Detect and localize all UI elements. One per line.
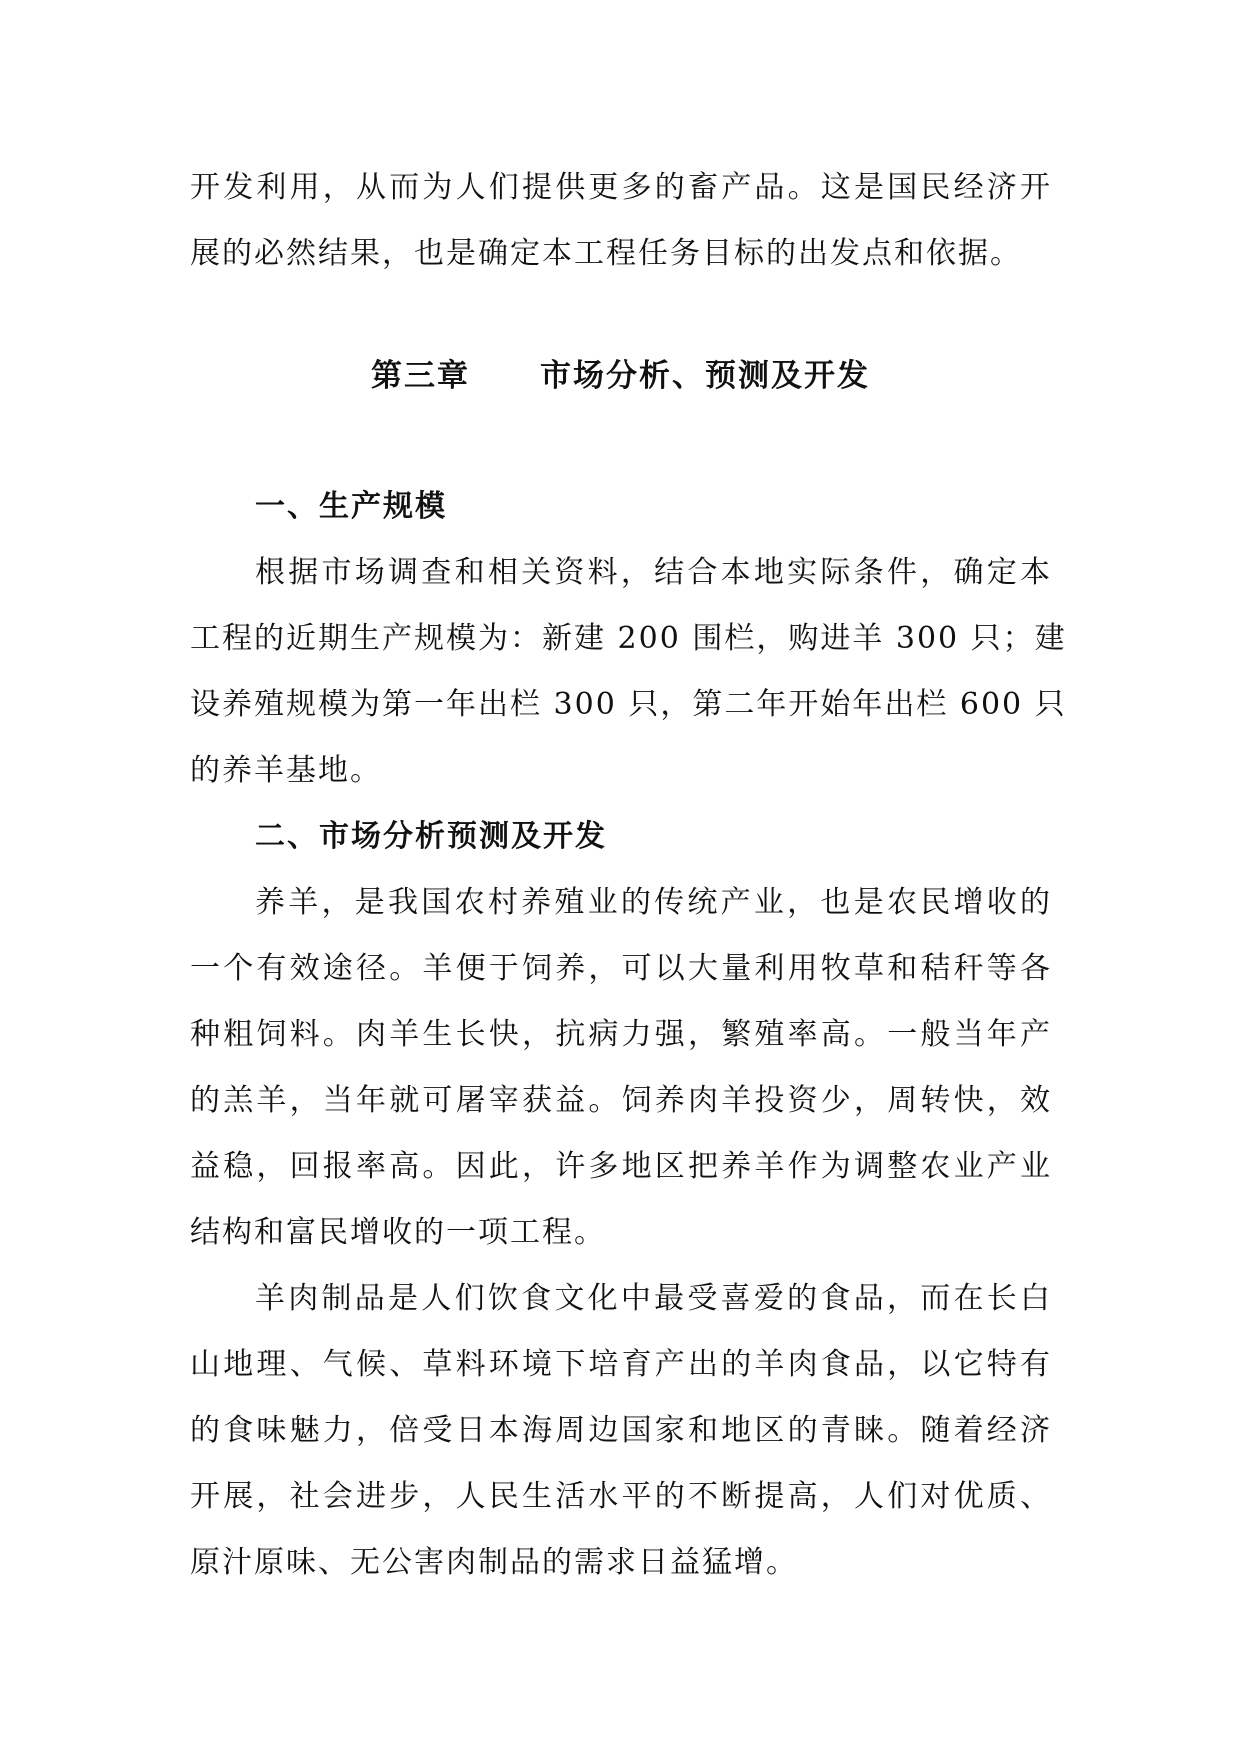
section-2-para-1-line-2: 一个有效途径。羊便于饲养，可以大量利用牧草和秸秆等各: [190, 951, 1052, 986]
intro-line-1: 开发利用，从而为人们提供更多的畜产品。这是国民经济开: [190, 170, 1052, 205]
section-2-para-2-line-1: 羊肉制品是人们饮食文化中最受喜爱的食品，而在长白: [255, 1281, 1052, 1316]
section-2-para-1-line-4: 的羔羊，当年就可屠宰获益。饲养肉羊投资少，周转快，效: [190, 1083, 1052, 1118]
section-2-para-1-line-1: 养羊，是我国农村养殖业的传统产业，也是农民增收的: [255, 885, 1052, 920]
section-2-para-2-line-2: 山地理、气候、草料环境下培育产出的羊肉食品，以它特有: [190, 1347, 1052, 1382]
section-1-heading: 一、生产规模: [255, 489, 447, 524]
section-2-para-2-line-3: 的食味魅力，倍受日本海周边国家和地区的青睐。随着经济: [190, 1413, 1052, 1448]
section-1-line-2: 工程的近期生产规模为：新建 200 围栏，购进羊 300 只；建: [190, 621, 1067, 656]
section-2-para-2-line-4: 开展，社会进步，人民生活水平的不断提高，人们对优质、: [190, 1479, 1052, 1514]
section-2-para-1-line-6: 结构和富民增收的一项工程。: [190, 1215, 606, 1250]
chapter-number: 第三章: [371, 358, 470, 394]
section-1-line-3: 设养殖规模为第一年出栏 300 只，第二年开始年出栏 600 只: [190, 687, 1067, 722]
chapter-name: 市场分析、预测及开发: [540, 358, 870, 394]
section-2-para-2-line-5: 原汁原味、无公害肉制品的需求日益猛增。: [190, 1545, 798, 1580]
section-2-heading: 二、市场分析预测及开发: [255, 819, 607, 854]
section-2-para-1-line-5: 益稳，回报率高。因此，许多地区把养羊作为调整农业产业: [190, 1149, 1052, 1184]
intro-line-2: 展的必然结果，也是确定本工程任务目标的出发点和依据。: [190, 236, 1022, 271]
chapter-title: [0, 346, 1241, 406]
section-1-line-1: 根据市场调查和相关资料，结合本地实际条件，确定本: [255, 555, 1052, 590]
section-1-line-4: 的养羊基地。: [190, 753, 382, 788]
section-2-para-1-line-3: 种粗饲料。肉羊生长快，抗病力强，繁殖率高。一般当年产: [190, 1017, 1052, 1052]
